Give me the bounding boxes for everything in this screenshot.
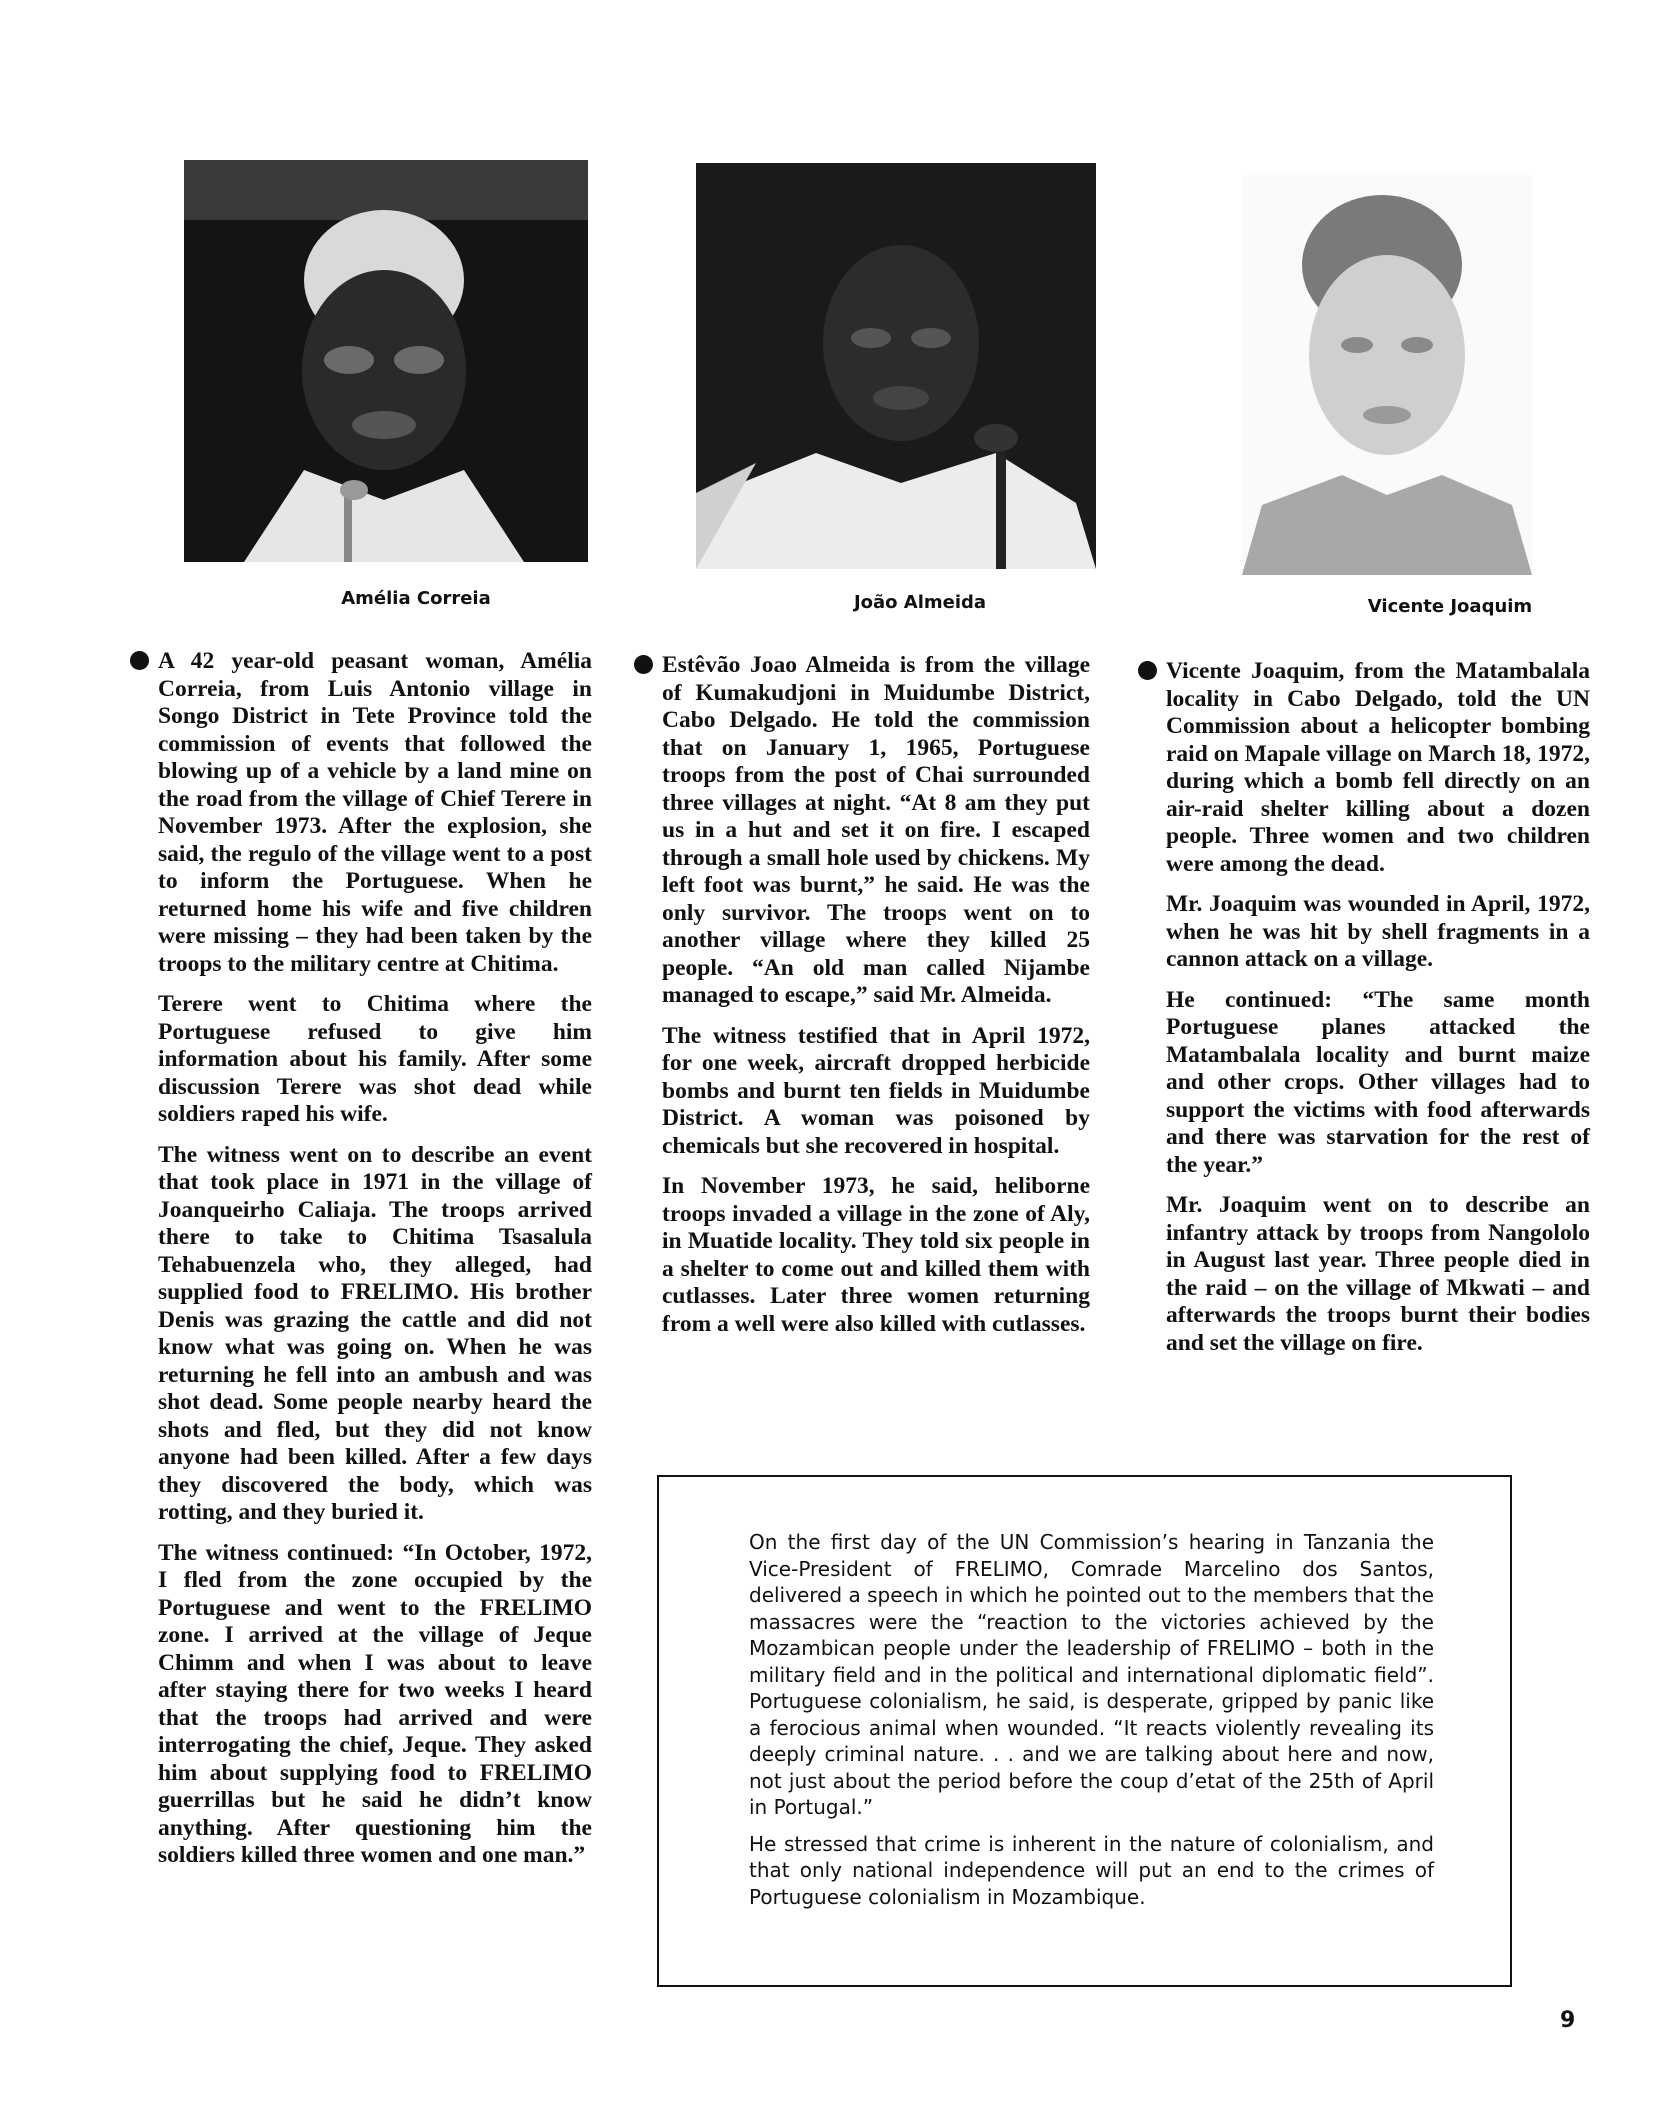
bullet-marker: [634, 655, 653, 674]
page-number: 9: [1560, 2008, 1576, 2033]
column-left: [158, 648, 592, 1883]
paragraph: Vicente Joaquim, from the Matambalala locality in Cabo Delgado, told the UN Commission about a helicopter bombing raid on Mapale village on March 18, 1972, during which a bomb fell directly on an air-raid shelter killing about a dozen people. Three women and two children were among the dead.: [1166, 658, 1590, 877]
photo-joao-almeida: [696, 163, 1096, 569]
paragraph: He continued: “The same month Portuguese planes attacked the Matambalala locality and burnt maize and other crops. Other villages had to support the victims with food afterwards and there was starvation for the rest of the year.”: [1166, 986, 1590, 1178]
paragraph: Mr. Joaquim was wounded in April, 1972, when he was hit by shell fragments in a cannon attack on a village.: [1166, 891, 1590, 972]
paragraph: Mr. Joaquim went on to describe an infantry attack by troops from Nangololo in August last year. Three people died in the raid – on the village of Mkwati – and afterwards the troops burnt their bodies and set the village on fire.: [1166, 1192, 1590, 1356]
column-middle: [662, 652, 1090, 1351]
paragraph: The witness went on to describe an event that took place in 1971 in the village of Joanqueirho Caliaja. The troops arrived there to take to Chitima Tsasalula Tehabuenzela who, they alleged, had supplied food to FRELIMO. His brother Denis was grazing the cattle and did not know what was going on. When he was returning he fell into an ambush and was shot dead. Some people nearby heard the shots and fled, but they did not know anyone had been killed. After a few days they discovered the body, which was rotting, and they buried it.: [158, 1141, 592, 1525]
paragraph: The witness testified that in April 1972, for one week, aircraft dropped herbicide bombs and burnt ten fields in Muidumbe District. A woman was poisoned by chemicals but she recovered in hospital.: [662, 1022, 1090, 1159]
portrait-young-man-image: [1242, 175, 1532, 575]
bullet-marker: [130, 651, 149, 670]
portrait-woman-image: [184, 160, 588, 562]
bullet-marker: [1138, 661, 1157, 680]
portrait-man-image: [696, 163, 1096, 569]
paragraph: He stressed that crime is inherent in the nature of colonialism, and that only national independence will put an end to the crimes of Portuguese colonialism in Mozambique.: [749, 1831, 1434, 1909]
paragraph: A 42 year-old peasant woman, Amélia Correia, from Luis Antonio village in Songo District in Tete Province told the commission of events that followed the blowing up of a vehicle by a land mine on the road from the village of Chief Terere in November 1973. After the explosion, she said, the regulo of the village went to a post to inform the Portuguese. When he returned home his wife and five children were missing – they had been taken by the troops to the military centre at Chitima.: [158, 648, 592, 977]
photo-vicente-joaquim: [1242, 175, 1532, 575]
paragraph: The witness continued: “In October, 1972, I fled from the zone occupied by the Portuguese and went to the FRELIMO zone. I arrived at the village of Jeque Chimm and when I was about to leave after staying there for two weeks I heard that the troops had arrived and were interrogating the chief, Jeque. They asked him about supplying food to FRELIMO guerrillas but he said he didn’t know anything. After questioning him the soldiers killed three women and one man.”: [158, 1539, 592, 1868]
paragraph: Estêvão Joao Almeida is from the village of Kumakudjoni in Muidumbe District, Cabo Delgado. He told the commission that on January 1, 1965, Portuguese troops from the post of Chai surrounded three villages at night. “At 8 am they put us in a hut and set it on fire. I escaped through a small hole used by chickens. My left foot was burnt,” he said. He was the only survivor. The troops went on to another village where they killed 25 people. “An old man called Nijambe managed to escape,” said Mr. Almeida.: [662, 652, 1090, 1008]
photo-amelia-correia: [184, 160, 588, 562]
paragraph: On the first day of the UN Commission’s hearing in Tanzania the Vice-President of FRELIMO, Comrade Marcelino dos Santos, delivered a speech in which he pointed out to the members that the massacres were the “reaction to the victories achieved by the Mozambican people under the leadership of FRELIMO – both in the military field and in the political and international diplomatic field”. Portuguese colonialism, he said, is desperate, gripped by panic like a ferocious animal when wounded. “It reacts violently revealing its deeply criminal nature. . . and we are talking about here and now, not just about the period before the coup d’etat of the 25th of April in Portugal.”: [749, 1530, 1434, 1819]
column-right: [1166, 658, 1590, 1370]
caption-vicente-joaquim: Vicente Joaquim: [1367, 596, 1533, 617]
paragraph: In November 1973, he said, heliborne troops invaded a village in the zone of Aly, in Muatide locality. They told six people in a shelter to come out and killed them with cutlasses. Later three women returning from a well were also killed with cutlasses.: [662, 1173, 1090, 1337]
boxed-note: [657, 1475, 1512, 1987]
caption-amelia-correia: Amélia Correia: [341, 588, 491, 609]
paragraph: Terere went to Chitima where the Portuguese refused to give him information about his family. After some discussion Terere was shot dead while soldiers raped his wife.: [158, 991, 592, 1127]
boxed-note-text: [749, 1529, 1434, 1920]
caption-joao-almeida: João Almeida: [853, 592, 987, 613]
